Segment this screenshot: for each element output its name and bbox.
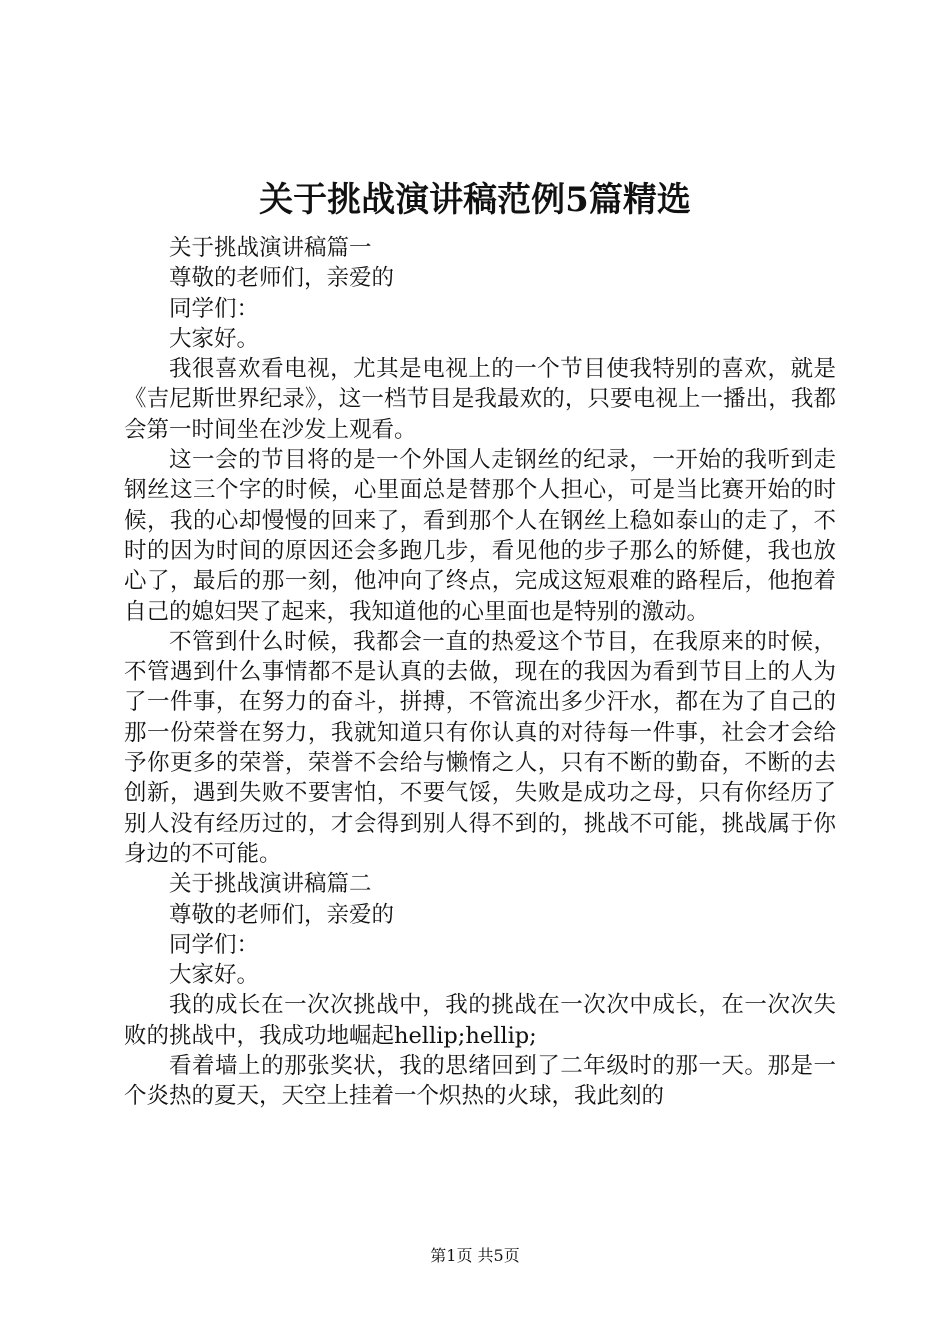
page-footer: 第1页 共5页	[430, 1246, 520, 1265]
document-title: 关于挑战演讲稿范例5篇精选	[259, 180, 691, 220]
greeting-line: 大家好。	[169, 962, 260, 989]
body-paragraph: 我很喜欢看电视，尤其是电视上的一个节目使我特别的喜欢，就是《吉尼斯世界纪录》，这一档节目是我最欢的，只要电视上一播出，我都会第一时间坐在沙发上观看。	[124, 356, 836, 443]
salutation-line: 尊敬的老师们，亲爱的	[169, 901, 395, 928]
document-body	[124, 233, 836, 1112]
salutation-line: 同学们：	[169, 931, 260, 958]
section-heading: 关于挑战演讲稿篇一	[169, 235, 372, 261]
body-paragraph: 不管到什么时候，我都会一直的热爱这个节目，在我原来的时候，不管遇到什么事情都不是认真的去做，现在的我因为看到节目上的人为了一件事，在努力的奋斗，拼搏，不管流出多少汗水，都在为了自己的那一份荣誉在努力，我就知道只有你认真的对待每一件事，社会才会给予你更多的荣誉，荣誉不会给与懒惰之人，只有不断的勤奋，不断的去创新，遇到失败不要害怕，不要气馁，失败是成功之母，只有你经历了别人没有经历过的，才会得到别人得不到的，挑战不可能，挑战属于你身边的不可能。	[124, 628, 836, 867]
salutation-line: 尊敬的老师们，亲爱的	[169, 265, 395, 292]
body-paragraph: 我的成长在一次次挑战中，我的挑战在一次次中成长，在一次次失败的挑战中，我成功地崛起hellip;hellip;	[124, 992, 836, 1049]
section-heading: 关于挑战演讲稿篇二	[169, 871, 372, 898]
body-paragraph: 这一会的节目将的是一个外国人走钢丝的纪录，一开始的我听到走钢丝这三个字的时候，心里面总是替那个人担心，可是当比赛开始的时候，我的心却慢慢的回来了，看到那个人在钢丝上稳如泰山的走了，不时的因为时间的原因还会多跑几步，看见他的步子那么的矫健，我也放心了，最后的那一刻，他冲向了终点，完成这短艰难的路程后，他抱着自己的媳妇哭了起来，我知道他的心里面也是特别的激动。	[124, 447, 836, 625]
greeting-line: 大家好。	[169, 325, 260, 352]
body-paragraph: 看着墙上的那张奖状，我的思绪回到了二年级时的那一天。那是一个炎热的夏天，天空上挂着一个炽热的火球，我此刻的	[124, 1053, 836, 1110]
salutation-line: 同学们：	[169, 295, 260, 322]
